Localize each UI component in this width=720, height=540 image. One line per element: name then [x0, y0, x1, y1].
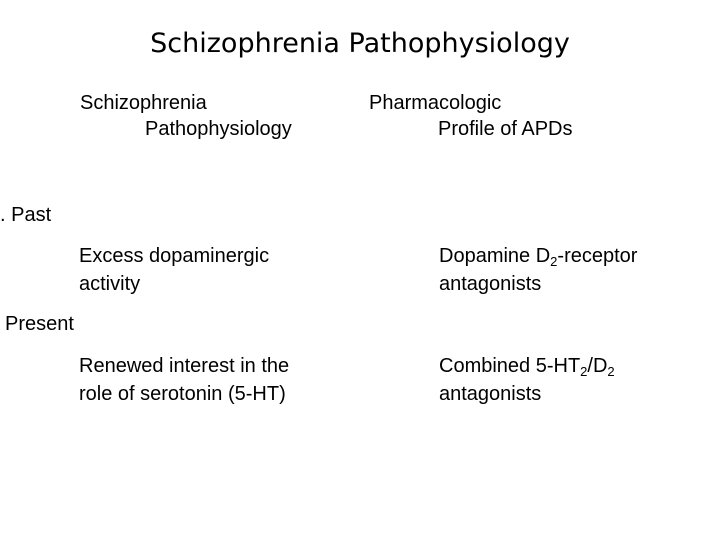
past-right-line1	[439, 242, 637, 270]
past-left-line1: Excess dopaminergic	[79, 245, 270, 267]
column-header-left-line2: Pathophysiology	[145, 118, 292, 140]
column-header-left	[80, 90, 292, 142]
present-right-line1-mid: /D	[587, 355, 608, 377]
section-label-past: . Past	[0, 204, 52, 226]
column-header-left-line1: Schizophrenia	[80, 92, 207, 114]
slide-title: Schizophrenia Pathophysiology	[150, 28, 570, 59]
present-right-line1-text: Combined 5-HT	[439, 355, 581, 377]
column-header-right-line2: Profile of APDs	[438, 118, 573, 140]
past-right-line2: antagonists	[439, 273, 542, 295]
column-header-right-line1: Pharmacologic	[369, 92, 502, 114]
present-left-line1: Renewed interest in the	[79, 355, 290, 377]
present-right-subscript-1: 2	[580, 364, 588, 379]
present-right-subscript-2: 2	[607, 364, 615, 379]
present-left-cell	[79, 352, 289, 408]
present-left-line2: role of serotonin (5-HT)	[79, 383, 286, 405]
present-right-cell	[439, 352, 615, 408]
past-right-subscript: 2	[550, 254, 558, 269]
present-right-line2: antagonists	[439, 383, 542, 405]
past-left-cell	[79, 242, 269, 298]
past-left-line2: activity	[79, 273, 141, 295]
present-right-line1	[439, 352, 615, 380]
past-right-line1-text: Dopamine D	[439, 245, 551, 267]
column-header-right	[369, 90, 573, 142]
section-label-present: Present	[5, 313, 74, 335]
past-right-line1-suffix: -receptor	[557, 245, 638, 267]
past-right-cell	[439, 242, 637, 298]
